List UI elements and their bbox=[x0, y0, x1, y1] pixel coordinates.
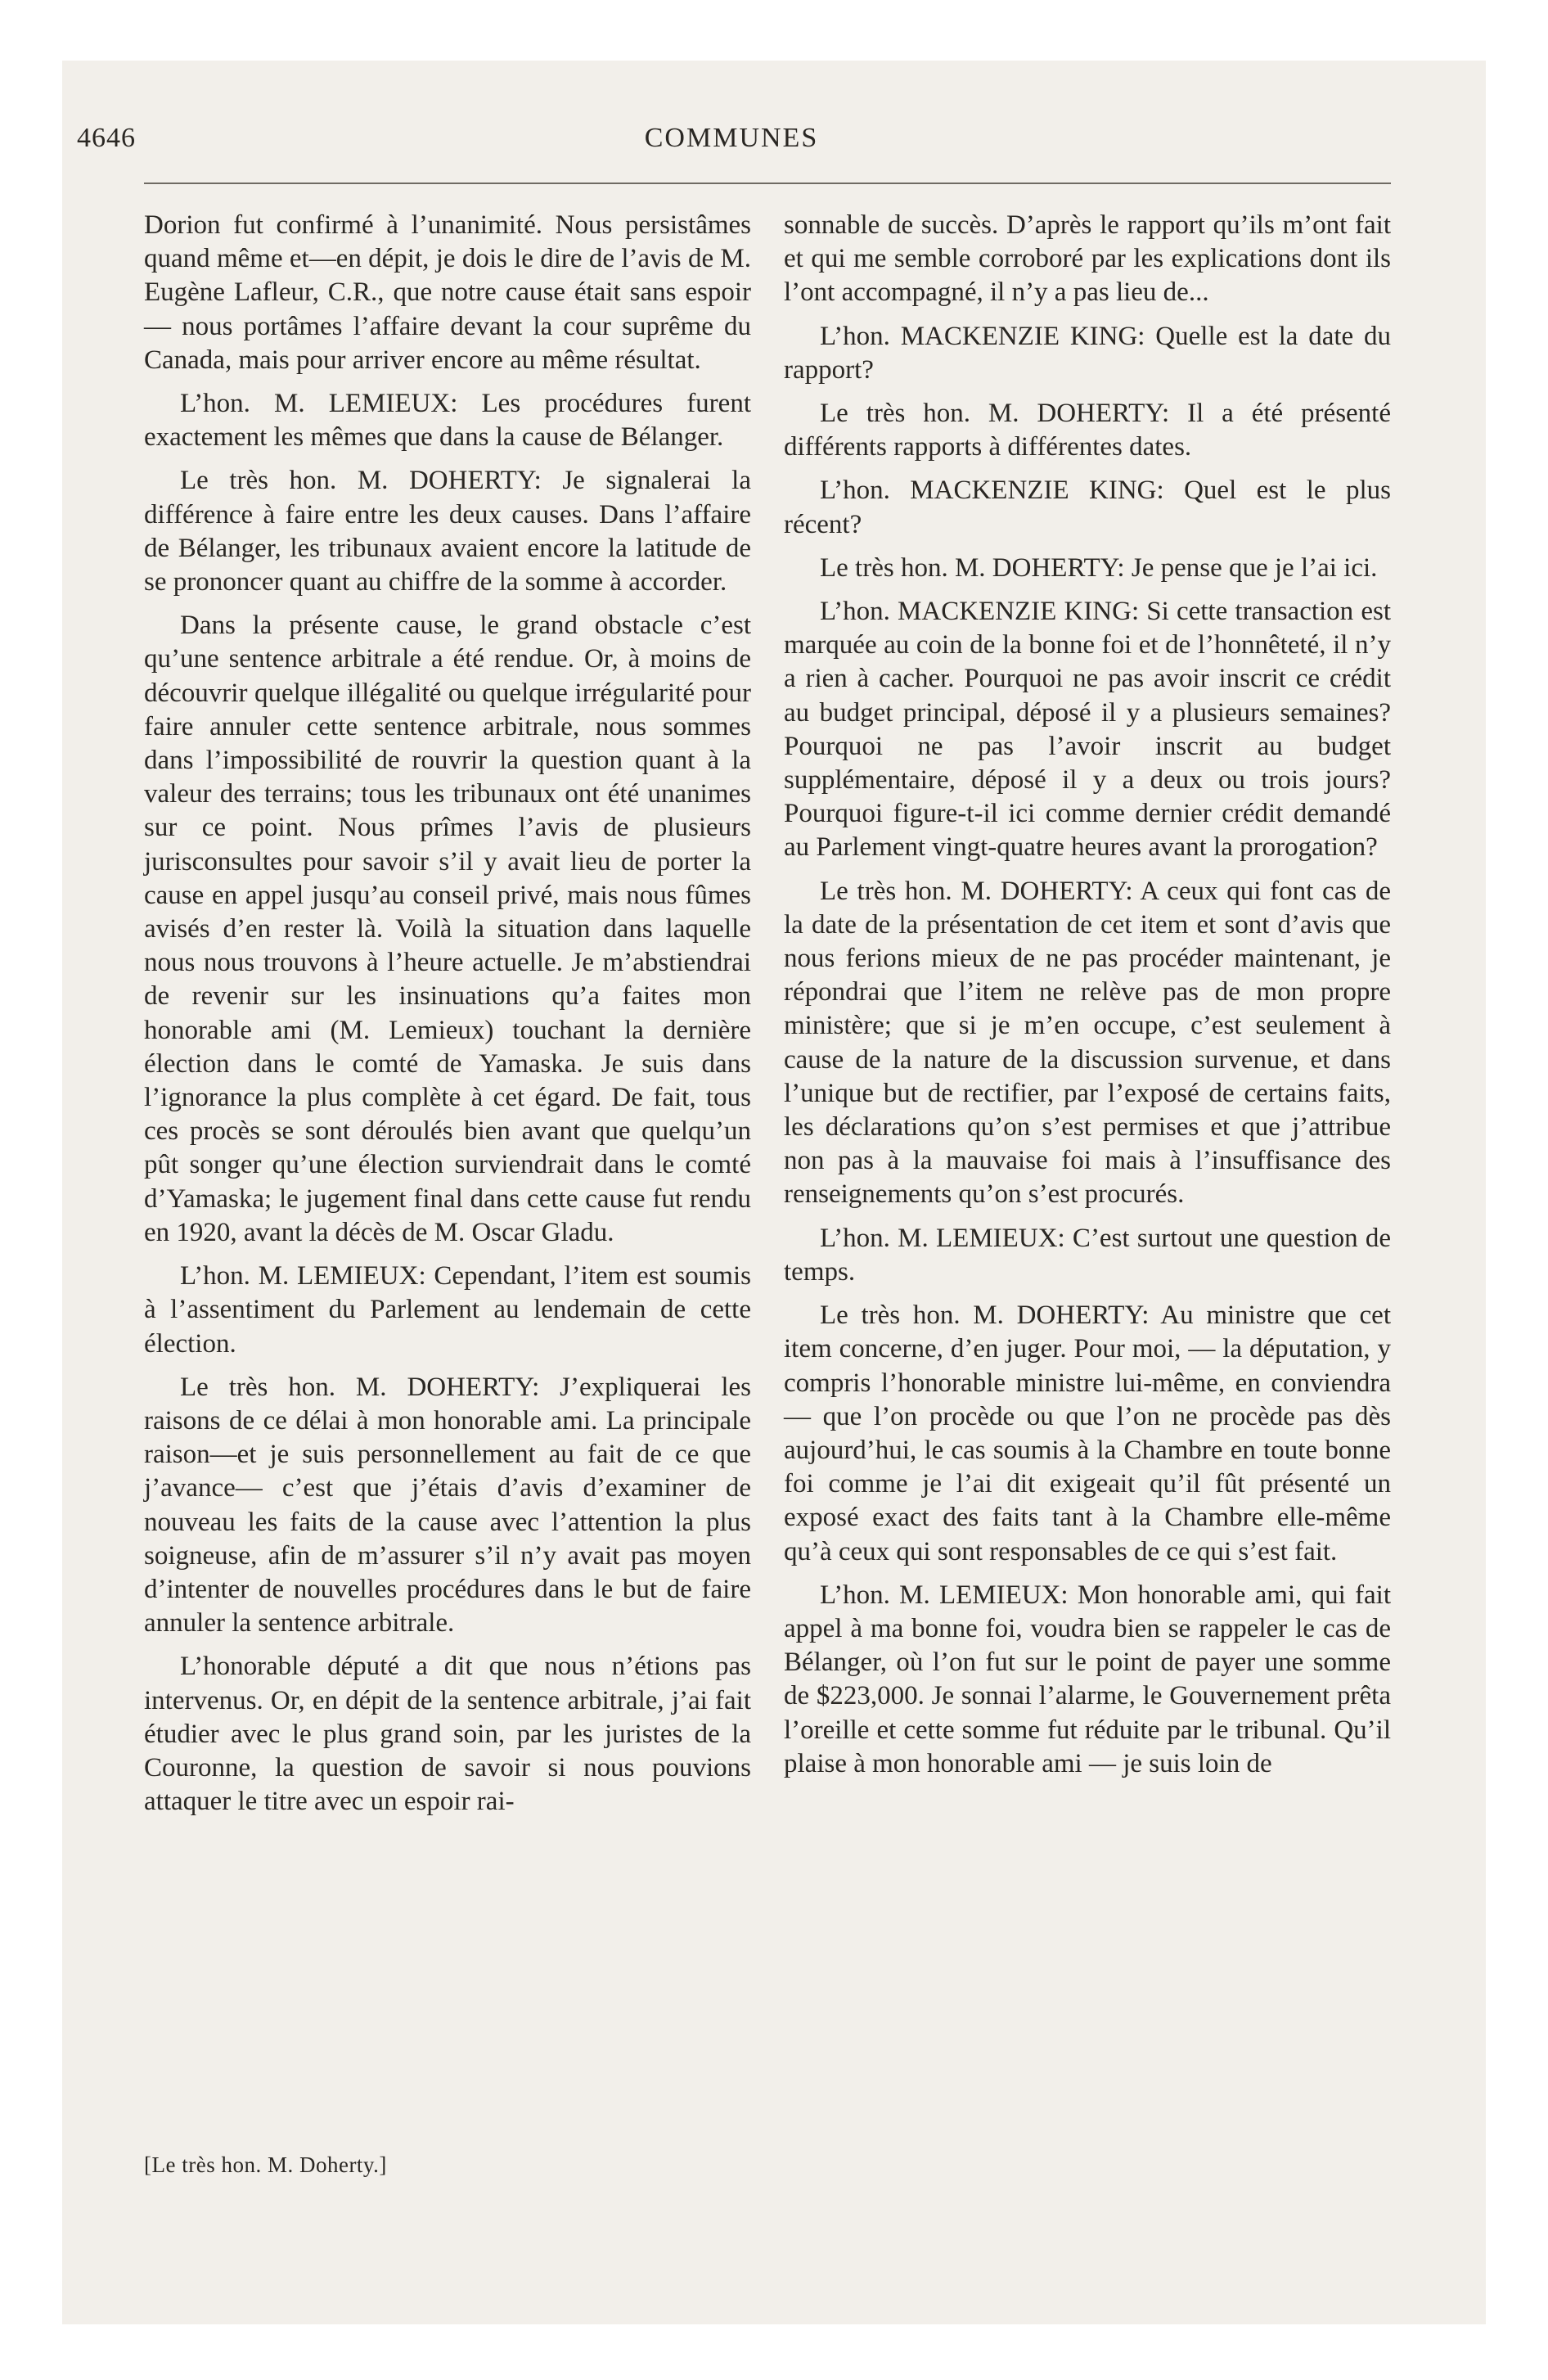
paragraph: Le très hon. M. DOHERTY: Je pense que je l’ai ici. bbox=[820, 552, 1378, 583]
paragraph: L’honorable député a dit que nous n’étions pas intervenus. Or, en dépit de la sentence arbitrale, j’ai fait étudier avec le plus grand soin, par les juristes de la Couronne, la question de savoir si nous pouvions attaquer le titre avec un espoir rai- bbox=[144, 1652, 751, 1817]
paragraph: L’hon. MACKENZIE KING: Si cette transaction est marquée au coin de la bonne foi et de l’honnêteté, il n’y a rien à cacher. Pourquoi ne pas avoir inscrit ce crédit au budget principal, déposé il y a plusieurs semaines? Pourquoi ne pas l’avoir inscrit au budget supplémentaire, déposé il y a deux ou trois jours? Pourquoi figure-t-il ici comme dernier crédit demandé au Parlement vingt-quatre heures avant la prorogation? bbox=[784, 597, 1391, 863]
paragraph: Le très hon. M. DOHERTY: A ceux qui font cas de la date de la présentation de cet item et sont d’avis que nous ferions mieux de ne pas procéder maintenant, je répondrai que l’item ne relève pas de mon propre ministère; que si je m’en occupe, c’est seulement à cause de la nature de la discussion survenue, et dans l’unique but de rectifier, par l’exposé de certains faits, les déclarations qu’on s’est permises et que j’attribue non pas à la mauvaise foi mais à l’insuffisance des renseignements qu’on s’est procurés. bbox=[784, 876, 1391, 1210]
header-rule bbox=[144, 183, 1391, 184]
paragraph: L’hon. M. LEMIEUX: Les procédures furent exactement les mêmes que dans la cause de Bélanger. bbox=[144, 389, 751, 453]
paragraph: Le très hon. M. DOHERTY: Il a été présenté différents rapports à différentes dates. bbox=[784, 399, 1391, 462]
paragraph: Dorion fut confirmé à l’unanimité. Nous persistâmes quand même et—en dépit, je dois le dire de l’avis de M. Eugène Lafleur, C.R., que notre cause était sans espoir— nous portâmes l’affaire devant la cour suprême du Canada, mais pour arriver encore au même résultat. bbox=[144, 210, 751, 375]
paragraph: L’hon. MACKENZIE KING: Quel est le plus récent? bbox=[784, 476, 1391, 539]
paragraph: Le très hon. M. DOHERTY: Je signalerai la différence à faire entre les deux causes. Dans l’affaire de Bélanger, les tribunaux avaient encore la latitude de se prononcer quant au chiffre de la somme à accorder. bbox=[144, 466, 751, 597]
paragraph: L’hon. M. LEMIEUX: C’est surtout une question de temps. bbox=[784, 1223, 1391, 1287]
speaker-footnote: [Le très hon. M. Doherty.] bbox=[144, 2152, 387, 2177]
right-column bbox=[784, 209, 1391, 1791]
page-header bbox=[77, 123, 1386, 159]
paragraph: Dans la présente cause, le grand obstacle c’est qu’une sentence arbitrale a été rendue. Or, à moins de découvrir quelque illégalité ou quelque irrégularité pour faire annuler cette sentence arbitrale, nous sommes dans l’impossibilité de rouvrir la question quant à la valeur des terrains; tous les tribunaux ont été unanimes sur ce point. Nous prîmes l’avis de plusieurs jurisconsultes pour savoir s’il y avait lieu de porter la cause en appel jusqu’au conseil privé, mais nous fûmes avisés d’en rester là. Voilà la situation dans laquelle nous nous trouvons à l’heure actuelle. Je m’abstiendrai de revenir sur les insinuations qu’a faites mon honorable ami (M. Lemieux) touchant la dernière élection dans le comté de Yamaska. Je suis dans l’ignorance la plus complète à cet égard. De fait, tous ces procès se sont déroulés bien avant que quelqu’un pût songer qu’une élection surviendrait dans le comté d’Yamaska; le jugement final dans cette cause fut rendu en 1920, avant la décès de M. Oscar Gladu. bbox=[144, 611, 751, 1247]
left-column bbox=[144, 209, 751, 1828]
paragraph: L’hon. MACKENZIE KING: Quelle est la date du rapport? bbox=[784, 321, 1391, 385]
paragraph: L’hon. M. LEMIEUX: Mon honorable ami, qui fait appel à ma bonne foi, voudra bien se rappeler le cas de Bélanger, où l’on fut sur le point de payer une somme de $223,000. Je sonnai l’alarme, le Gouvernement prêta l’oreille et cette somme fut réduite par le tribunal. Qu’il plaise à mon honorable ami — je suis loin de bbox=[784, 1580, 1391, 1778]
paragraph: L’hon. M. LEMIEUX: Cependant, l’item est soumis à l’assentiment du Parlement au lendemain de cette élection. bbox=[144, 1261, 751, 1359]
running-head: COMMUNES bbox=[644, 123, 819, 153]
paragraph: Le très hon. M. DOHERTY: J’expliquerai les raisons de ce délai à mon honorable ami. La principale raison—et je suis personnellement au fait de ce que j’avance— c’est que j’étais d’avis d’examiner de nouveau les faits de la cause avec l’attention la plus soigneuse, afin de m’assurer s’il n’y avait pas moyen d’intenter de nouvelles procédures dans le but de faire annuler la sentence arbitrale. bbox=[144, 1372, 751, 1639]
paragraph: sonnable de succès. D’après le rapport qu’ils m’ont fait et qui me semble corroboré par les explications dont ils l’ont accompagné, il n’y a pas lieu de... bbox=[784, 210, 1391, 308]
paragraph: Le très hon. M. DOHERTY: Au ministre que cet item concerne, d’en juger. Pour moi, — la députation, y compris l’honorable ministre lui-même, en conviendra— que l’on procède ou que l’on ne procède pas dès aujourd’hui, le cas soumis à la Chambre en toute bonne foi comme je l’ai dit exigeait qu’il fût présenté un exposé exact des faits tant à la Chambre elle-même qu’à ceux qui sont responsables de ce qui s’est fait. bbox=[784, 1300, 1391, 1566]
page-number: 4646 bbox=[77, 123, 136, 153]
